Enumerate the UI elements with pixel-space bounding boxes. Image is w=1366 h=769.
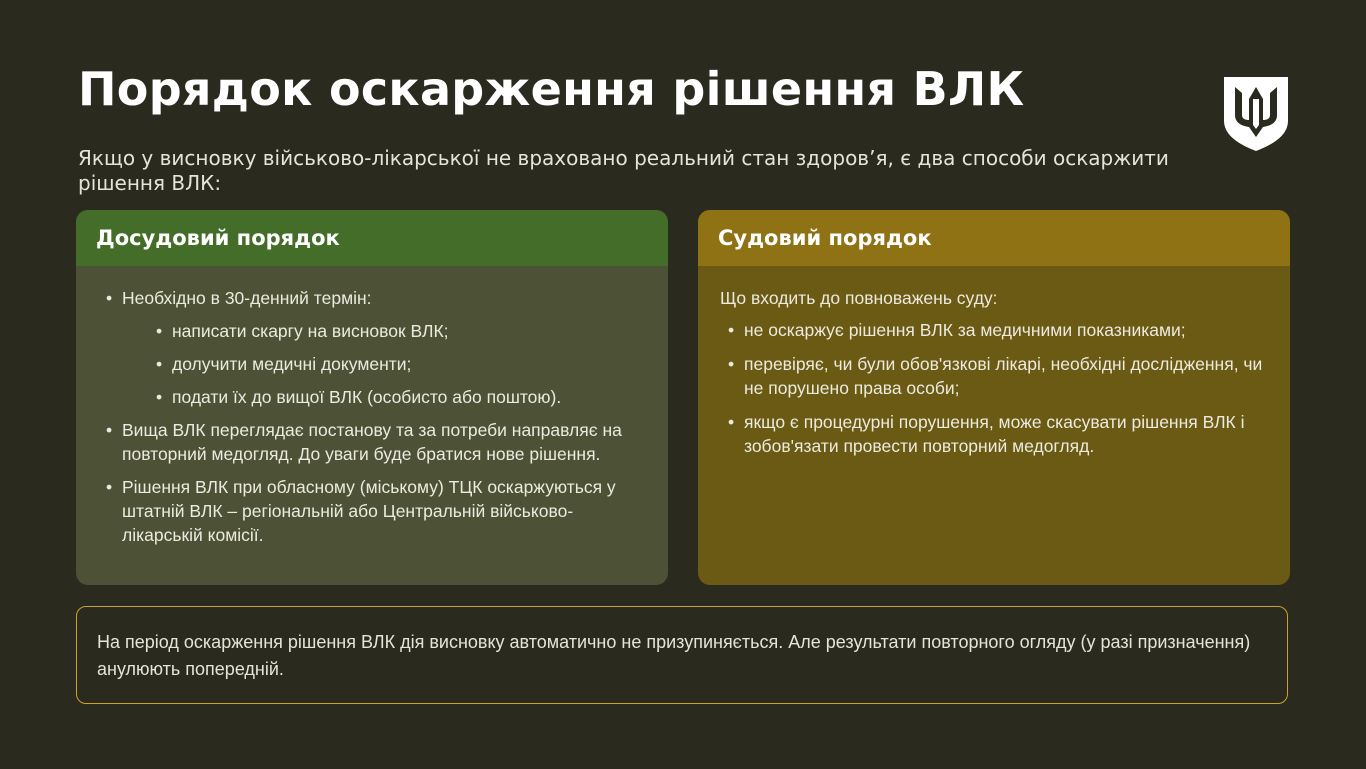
judicial-list <box>720 318 1268 458</box>
list-item: • подати їх до вищої ВЛК (особисто або поштою). <box>122 385 646 409</box>
note-box: На період оскарження рішення ВЛК дія висновку автоматично не призупиняється. Але результати повторного огляду (у разі призначення) анулюють попередній. <box>76 606 1288 704</box>
list-item: • Вища ВЛК переглядає постанову та за потреби направляє на повторний медогляд. До уваги буде братися нове рішення. <box>98 418 646 466</box>
pretrial-item-1: Необхідно в 30-денний термін: <box>122 288 372 308</box>
pretrial-card-heading: Досудовий порядок <box>76 210 668 266</box>
list-item: • не оскаржує рішення ВЛК за медичними показниками; <box>720 318 1268 342</box>
list-item: • перевіряє, чи були обов'язкові лікарі, необхідні дослідження, чи не порушено права особи; <box>720 352 1268 400</box>
pretrial-procedure-card <box>76 210 668 585</box>
list-item <box>98 286 646 409</box>
judicial-lead-text: Що входить до повноважень суду: <box>720 288 998 308</box>
list-item: • долучити медичні документи; <box>122 352 646 376</box>
list-item: • якщо є процедурні порушення, може скасувати рішення ВЛК і зобов'язати провести повторний медогляд. <box>720 410 1268 458</box>
trident-shield-icon <box>1222 75 1290 153</box>
intro-text: Якщо у висновку військово-лікарської не враховано реальний стан здоров’я, є два способи оскаржити рішення ВЛК: <box>78 146 1169 195</box>
page-title: Порядок оскарження рішення ВЛК <box>78 62 1025 116</box>
judicial-card-heading: Судовий порядок <box>698 210 1290 266</box>
pretrial-sublist <box>122 319 646 409</box>
judicial-procedure-card <box>698 210 1290 585</box>
list-item: • Рішення ВЛК при обласному (міському) ТЦК оскаржуються у штатній ВЛК – регіональній або Центральній військово-лікарській комісії. <box>98 475 646 547</box>
pretrial-list <box>98 286 646 547</box>
list-item: • написати скаргу на висновок ВЛК; <box>122 319 646 343</box>
